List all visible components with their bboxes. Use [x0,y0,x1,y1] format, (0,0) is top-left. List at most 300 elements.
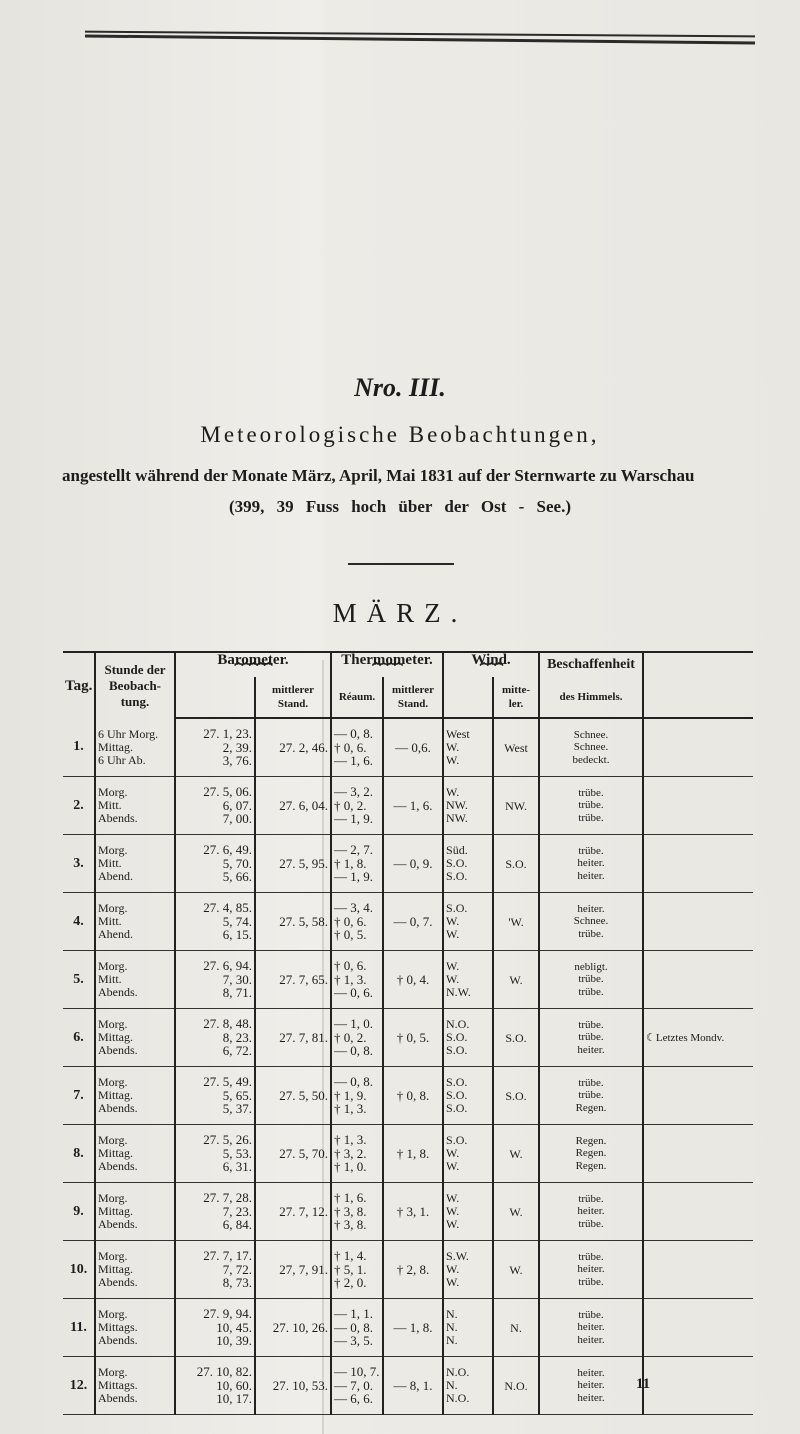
sky-cell-line: Regen. [575,1101,607,1114]
sky-cell-line: heiter. [577,1391,605,1404]
sky-cell-line: nebligt. [574,960,608,973]
day-cell: 2. [63,777,95,835]
sky-cell-line: heiter. [577,1205,605,1218]
title-divider [348,563,454,565]
header-sky-sub: des Himmels. [539,677,643,718]
wind-cell-line: N.O. [446,1365,470,1379]
day-cell: 1. [63,718,95,777]
time-cell-line: Mittag. [98,1262,133,1276]
barometer-cell-line: 27. 5, 26. [203,1132,252,1148]
barometer-cell-line: 27. 5, 49. [203,1074,252,1090]
thermometer-cell [331,1183,383,1241]
sky-cell [539,777,643,835]
barometer-cell-line: 6, 84. [222,1217,252,1233]
thermometer-cell [331,835,383,893]
barometer-cell [175,1357,255,1415]
header-wind-readings [443,677,493,718]
barometer-cell [175,1067,255,1125]
header-wind-label: Wind. [471,652,511,668]
sky-cell-line: trübe. [578,1031,604,1044]
table-row [63,1067,753,1125]
wind-cell-line: N.O. [446,1391,470,1405]
sky-cell-line: trübe. [578,927,604,940]
thermometer-cell-line: — 10, 7. [334,1364,380,1380]
thermometer-cell-line: † 1, 3. [334,1132,367,1148]
header-barometer-brace: ⏞⏞⏞⏞⏞ [234,664,272,679]
header-thermometer [331,652,443,677]
time-cell [95,1125,175,1183]
month-heading: MÄRZ. [332,598,468,628]
time-cell-line: Morg. [98,1365,128,1379]
barometer-cell [175,1241,255,1299]
day-cell: 4. [63,893,95,951]
sky-cell-line: heiter. [577,1043,605,1056]
barometer-cell-line: 27. 7, 17. [203,1248,252,1264]
time-cell-line: Abends. [98,985,138,999]
time-cell-line: Morg. [98,1017,128,1031]
thermometer-mean-cell: — 1, 8. [383,1299,443,1357]
sky-cell-line: trübe. [578,1308,604,1321]
thermometer-cell [331,951,383,1009]
time-cell-line: 6 Uhr Morg. [98,726,159,741]
wind-cell-line: N. [446,1333,458,1347]
time-cell-line: Mittag. [98,1088,133,1102]
observations-body [63,718,753,1415]
thermometer-cell-line: — 1, 9. [334,811,374,827]
sky-cell-line: trübe. [578,1076,604,1089]
wind-cell-line: N. [446,1378,458,1392]
barometer-cell-line: 27. 4, 85. [203,900,252,916]
sky-cell-line: heiter. [577,1321,605,1334]
wind-cell-line: N. [446,1307,458,1321]
time-cell-line: Abends. [98,1159,138,1173]
thermometer-cell-line: — 1, 0. [334,1016,374,1032]
header-wind [443,652,539,677]
thermometer-cell-line: — 1, 9. [334,869,374,885]
sky-cell [539,1067,643,1125]
time-cell-line: Morg. [98,1133,128,1147]
barometer-mean-cell: 27. 6, 04. [255,777,331,835]
thermometer-cell [331,1125,383,1183]
sky-cell-line: heiter. [577,1379,605,1392]
table-row [63,951,753,1009]
thermometer-cell-line: — 0, 8. [334,726,374,742]
time-cell-line: Abends. [98,1391,138,1405]
barometer-cell-line: 3, 76. [222,753,252,769]
wind-cell [443,1067,493,1125]
wind-cell-line: Süd. [446,843,468,857]
time-cell-line: Mittag. [98,1030,133,1044]
time-cell-line: Mittags. [98,1378,138,1392]
table-row [63,1299,753,1357]
document-title: Meteorologische Beobachtungen, [200,422,600,447]
header-thermometer-brace: ⏞⏞⏞⏞ [372,664,402,679]
time-cell-line: Abends. [98,1217,138,1231]
table-row [63,777,753,835]
note-cell [643,1125,753,1183]
day-cell: 12. [63,1357,95,1415]
thermometer-mean-cell: † 0, 4. [383,951,443,1009]
wind-cell-line: W. [446,1262,460,1276]
barometer-cell-line: 10, 60. [216,1377,252,1393]
sky-cell-line: Schnee. [573,915,609,928]
wind-mean-cell: S.O. [493,1067,539,1125]
wind-cell-line: S.O. [446,856,468,870]
time-cell-line: Abends. [98,1275,138,1289]
day-cell: 3. [63,835,95,893]
barometer-cell-line: 6, 15. [222,927,252,943]
time-cell-line: Abends. [98,1333,138,1347]
thermometer-cell-line: † 1, 0. [334,1159,367,1175]
wind-mean-cell: S.O. [493,1009,539,1067]
header-sky: Beschaffenheit [539,652,643,677]
subtitle-line-1: angestellt während der Monate März, April, Mai 1831 auf der Sternwarte zu Warschau [62,466,695,485]
wind-cell [443,1357,493,1415]
wind-cell-line: S.W. [446,1249,469,1263]
time-cell-line: Mitt. [98,972,122,986]
sky-cell-line: trübe. [578,799,604,812]
table-row [63,893,753,951]
barometer-mean-cell: 27. 2, 46. [255,718,331,777]
barometer-cell [175,1009,255,1067]
sky-cell-line: trübe. [578,973,604,986]
sky-cell-line: trübe. [578,1217,604,1230]
thermometer-mean-cell: † 1, 8. [383,1125,443,1183]
barometer-cell-line: 27. 6, 94. [203,958,252,974]
time-cell-line: Abends. [98,1043,138,1057]
barometer-cell-line: 5, 66. [222,869,252,885]
barometer-mean-cell: 27. 7, 65. [255,951,331,1009]
day-cell: 8. [63,1125,95,1183]
wind-cell-line: W. [446,1146,460,1160]
barometer-cell [175,1183,255,1241]
header-tag: Tag. [63,652,95,718]
barometer-cell-line: 7, 23. [222,1203,252,1219]
sky-cell [539,835,643,893]
wind-cell-line: W. [446,972,460,986]
time-cell-line: Ahend. [98,927,133,941]
wind-cell-line: W. [446,753,460,767]
wind-cell-line: S.O. [446,1030,468,1044]
barometer-cell-line: 5, 74. [222,913,252,929]
wind-mean-cell: W. [493,1125,539,1183]
thermometer-cell-line: † 3, 2. [334,1145,367,1161]
note-cell [643,1299,753,1357]
thermometer-cell-line: † 0, 2. [334,1029,367,1045]
section-number: Nro. III. [354,373,446,402]
time-cell-line: Mittag. [98,739,133,754]
time-cell-line: Mittag. [98,1204,133,1218]
thermometer-cell-line: † 5, 1. [334,1261,367,1277]
time-cell [95,1067,175,1125]
barometer-cell-line: 8, 71. [222,985,252,1001]
wind-cell-line: W. [446,1191,460,1205]
barometer-cell-line: 7, 30. [222,971,252,987]
wind-cell-line: N.O. [446,1017,470,1031]
time-cell [95,1241,175,1299]
thermometer-cell-line: — 0, 8. [334,1319,374,1335]
wind-cell-line: W. [446,785,460,799]
time-cell-line: Morg. [98,1191,128,1205]
header-barometer-readings [175,677,255,718]
sky-cell [539,1241,643,1299]
thermometer-cell-line: † 3, 8. [334,1217,367,1233]
thermometer-cell [331,1357,383,1415]
table-row [63,1241,753,1299]
wind-mean-cell: West [493,718,539,777]
thermometer-cell-line: — 0, 8. [334,1043,374,1059]
time-cell-line: Abends. [98,1101,138,1115]
time-cell-line: Morg. [98,1249,128,1263]
time-cell [95,835,175,893]
wind-cell-line: S.O. [446,869,468,883]
sky-cell [539,1299,643,1357]
thermometer-cell-line: † 1, 6. [334,1190,367,1206]
thermometer-cell-line: — 3, 2. [334,784,374,800]
header-wind-mean: mitte- ler. [493,677,539,718]
sky-cell-line: Regen. [575,1159,607,1172]
wind-cell-line: S.O. [446,1101,468,1115]
thermometer-cell-line: — 3, 5. [334,1333,374,1349]
table-row [63,1125,753,1183]
note-cell [643,893,753,951]
thermometer-cell [331,718,383,777]
sky-cell-line: trübe. [578,1275,604,1288]
thermometer-cell-line: — 1, 6. [334,753,374,769]
thermometer-cell-line: — 0, 8. [334,1074,374,1090]
sky-cell [539,1125,643,1183]
wind-cell-line: N. [446,1320,458,1334]
sky-cell-line: trübe. [578,1192,604,1205]
time-cell-line: Morg. [98,785,128,799]
wind-cell-line: West [446,727,470,741]
barometer-cell-line: 6, 31. [222,1159,252,1175]
barometer-cell-line: 5, 65. [222,1087,252,1103]
top-double-rule [85,33,755,42]
sky-cell-line: bedeckt. [572,753,610,766]
wind-mean-cell: N. [493,1299,539,1357]
note-cell [643,835,753,893]
thermometer-cell [331,777,383,835]
thermometer-cell-line: † 0, 6. [334,958,367,974]
barometer-cell [175,951,255,1009]
time-cell-line: Abends. [98,811,138,825]
barometer-cell-line: 10, 39. [216,1333,252,1349]
table-row [63,718,753,777]
sky-cell-line: trübe. [578,1250,604,1263]
wind-mean-cell: W. [493,1183,539,1241]
barometer-cell-line: 10, 45. [216,1319,252,1335]
time-cell [95,718,175,777]
barometer-cell-line: 5, 37. [222,1101,252,1117]
barometer-cell-line: 27. 1, 23. [203,726,252,742]
note-cell [643,1067,753,1125]
barometer-cell-line: 27. 8, 48. [203,1016,252,1032]
barometer-mean-cell: 27. 5, 70. [255,1125,331,1183]
time-cell-line: Mitt. [98,798,122,812]
thermometer-cell [331,1241,383,1299]
note-cell [643,1241,753,1299]
header-barometer-mean: mittlerer Stand. [255,677,331,718]
note-cell: ☾Letztes Mondv. [643,1009,753,1067]
wind-cell [443,1241,493,1299]
barometer-cell-line: 27. 7, 28. [203,1190,252,1206]
wind-cell-line: NW. [446,798,468,812]
barometer-cell [175,835,255,893]
thermometer-cell [331,1009,383,1067]
thermometer-cell-line: † 1, 3. [334,971,367,987]
barometer-cell-line: 6, 07. [222,797,252,813]
time-cell-line: Mittag. [98,1146,133,1160]
wind-mean-cell: N.O. [493,1357,539,1415]
thermometer-cell [331,1067,383,1125]
wind-cell [443,893,493,951]
time-cell-line: Morg. [98,1075,128,1089]
header-stunde: Stunde der Beobach- tung. [95,652,175,718]
wind-cell-line: W. [446,959,460,973]
thermometer-cell-line: — 7, 0. [334,1377,374,1393]
thermometer-cell-line: — 1, 1. [334,1306,374,1322]
thermometer-mean-cell: † 3, 1. [383,1183,443,1241]
note-cell [643,718,753,777]
time-cell-line: Mitt. [98,914,122,928]
header-notes-sub [643,677,753,718]
sky-cell-line: Regen. [575,1134,607,1147]
header-thermo-mean: mittlerer Stand. [383,677,443,718]
wind-cell-line: W. [446,927,460,941]
header-notes [643,652,753,677]
table-row [63,835,753,893]
thermometer-mean-cell: — 0, 7. [383,893,443,951]
thermometer-mean-cell: — 8, 1. [383,1357,443,1415]
header-wind-brace: ⏞⏞⏞ [479,664,503,679]
sky-cell-line: heiter. [577,857,605,870]
thermometer-cell-line: † 0, 2. [334,797,367,813]
sky-cell-line: Regen. [575,1147,607,1160]
sky-cell [539,893,643,951]
time-cell-line: Mittags. [98,1320,138,1334]
wind-cell-line: W. [446,1217,460,1231]
thermometer-mean-cell: † 0, 5. [383,1009,443,1067]
sky-cell [539,718,643,777]
barometer-cell-line: 8, 23. [222,1029,252,1045]
time-cell [95,1299,175,1357]
time-cell-line: Mitt. [98,856,122,870]
thermometer-cell-line: — 3, 4. [334,900,374,916]
wind-mean-cell: S.O. [493,835,539,893]
time-cell-line: 6 Uhr Ab. [98,752,146,767]
barometer-mean-cell: 27. 7, 12. [255,1183,331,1241]
wind-cell-line: N.W. [446,985,471,999]
observations-table [63,651,753,1415]
thermometer-cell-line: † 1, 4. [334,1248,367,1264]
barometer-cell-line: 5, 53. [222,1145,252,1161]
barometer-cell-line: 27. 6, 49. [203,842,252,858]
wind-mean-cell: 'W. [493,893,539,951]
barometer-cell-line: 27. 5, 06. [203,784,252,800]
wind-cell [443,1009,493,1067]
wind-cell-line: S.O. [446,1133,468,1147]
thermometer-cell-line: † 3, 8. [334,1203,367,1219]
sky-cell [539,1009,643,1067]
wind-cell-line: NW. [446,811,468,825]
thermometer-cell-line: † 2, 0. [334,1275,367,1291]
thermometer-mean-cell: — 1, 6. [383,777,443,835]
wind-cell-line: S.O. [446,1075,468,1089]
day-cell: 5. [63,951,95,1009]
thermometer-cell-line: † 1, 9. [334,1087,367,1103]
time-cell [95,1009,175,1067]
header-barometer [175,652,331,677]
day-cell: 6. [63,1009,95,1067]
thermometer-mean-cell: — 0,6. [383,718,443,777]
sky-cell-line: heiter. [577,1333,605,1346]
note-cell [643,951,753,1009]
sky-cell-line: heiter. [577,869,605,882]
sky-cell-line: trübe. [578,1089,604,1102]
barometer-cell-line: 27. 10, 82. [196,1364,252,1380]
sky-cell [539,1357,643,1415]
wind-cell-line: W. [446,740,460,754]
thermometer-mean-cell: † 0, 8. [383,1067,443,1125]
barometer-cell-line: 7, 72. [222,1261,252,1277]
barometer-mean-cell: 27, 7, 91. [255,1241,331,1299]
barometer-cell [175,893,255,951]
table-row [63,1183,753,1241]
barometer-mean-cell: 27. 10, 53. [255,1357,331,1415]
day-cell: 7. [63,1067,95,1125]
wind-cell-line: W. [446,914,460,928]
sky-cell-line: trübe. [578,811,604,824]
thermometer-cell [331,1299,383,1357]
day-cell: 10. [63,1241,95,1299]
time-cell-line: Morg. [98,843,128,857]
wind-cell-line: S.O. [446,1088,468,1102]
barometer-mean-cell: 27. 5, 58. [255,893,331,951]
barometer-cell [175,718,255,777]
time-cell-line: Morg. [98,1307,128,1321]
barometer-mean-cell: 27. 10, 26. [255,1299,331,1357]
barometer-cell [175,1125,255,1183]
thermometer-cell-line: — 2, 7. [334,842,374,858]
table-row [63,1009,753,1067]
time-cell-line: Morg. [98,959,128,973]
wind-cell-line: W. [446,1204,460,1218]
thermometer-cell-line: † 1, 8. [334,855,367,871]
barometer-cell-line: 10, 17. [216,1391,252,1407]
header-thermometer-label: Thermometer. [341,652,433,668]
time-cell [95,951,175,1009]
sky-cell-line: heiter. [577,1366,605,1379]
header-barometer-label: Barometer. [217,652,289,668]
page-number: 11 [636,1376,651,1392]
thermometer-cell-line: † 0, 6. [334,739,367,755]
sky-cell-line: trübe. [578,985,604,998]
note-cell [643,777,753,835]
thermometer-cell-line: † 1, 3. [334,1101,367,1117]
wind-cell-line: W. [446,1275,460,1289]
wind-cell [443,1125,493,1183]
barometer-mean-cell: 27. 5, 95. [255,835,331,893]
wind-cell [443,1299,493,1357]
sky-cell-line: Schnee. [573,728,609,741]
barometer-cell-line: 2, 39. [222,739,252,755]
thermometer-cell-line: † 0, 5. [334,927,367,943]
wind-cell [443,951,493,1009]
wind-cell [443,1183,493,1241]
wind-cell [443,835,493,893]
wind-cell-line: S.O. [446,901,468,915]
